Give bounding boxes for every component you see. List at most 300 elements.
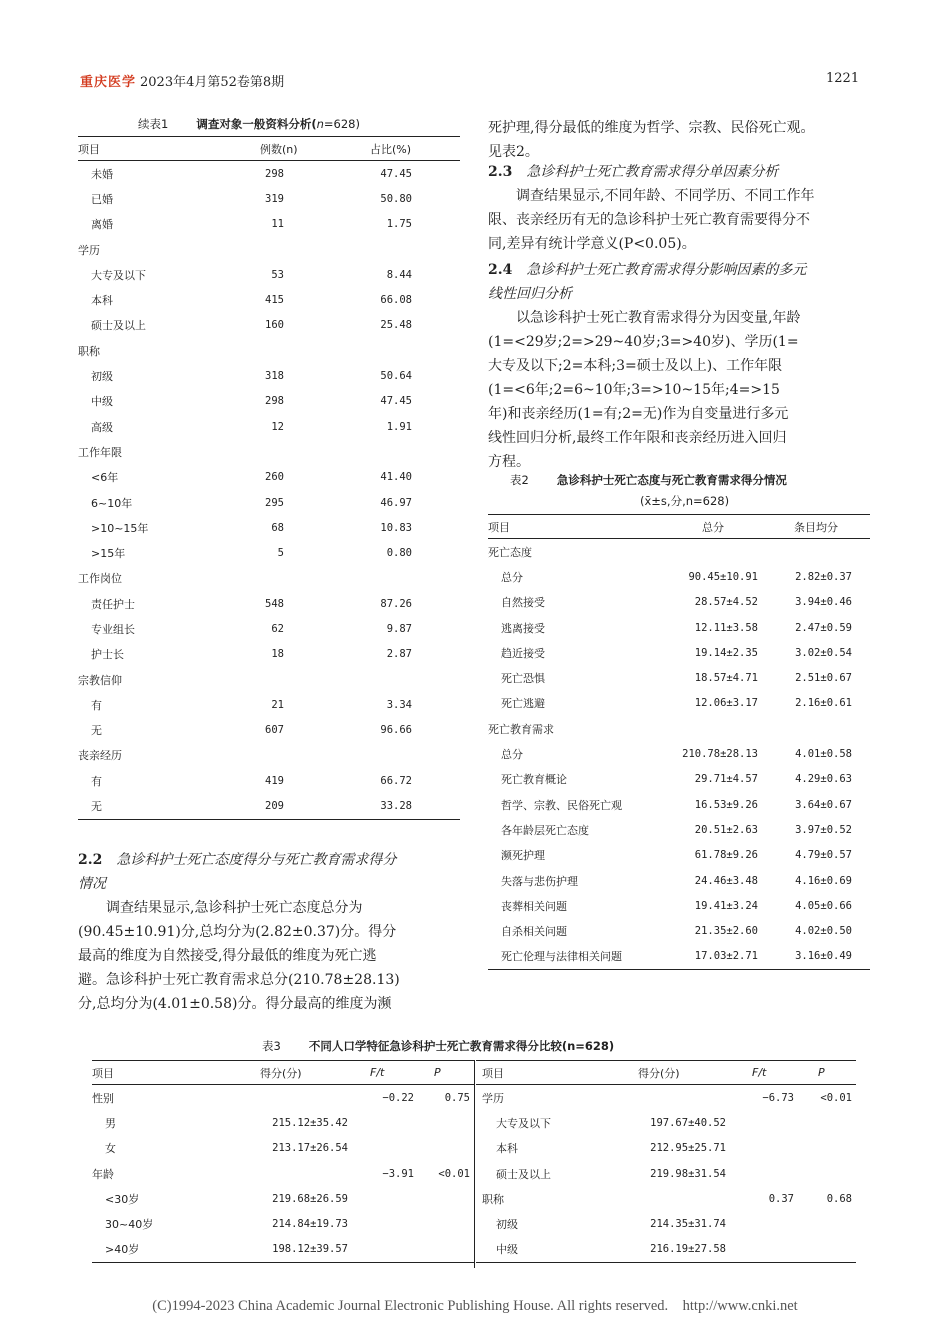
table1-count: 318 bbox=[265, 370, 284, 383]
table1-item: 已婚 bbox=[91, 192, 113, 206]
table1-item: 中级 bbox=[91, 395, 113, 409]
table2-total bbox=[660, 539, 770, 565]
section-2-4-line: 年)和丧亲经历(1=有;2=无)作为自变量进行多元 bbox=[488, 406, 789, 422]
table2-total: 12.06±3.17 bbox=[694, 697, 758, 710]
section-2-2-line: 调查结果显示,急诊科护士死亡态度总分为 bbox=[106, 900, 363, 916]
table2-item: 死亡伦理与法律相关问题 bbox=[488, 944, 660, 970]
table2-mean: 4.79±0.57 bbox=[795, 849, 852, 862]
table1-pct bbox=[370, 338, 460, 363]
table3-left-score: 219.68±26.59 bbox=[272, 1192, 348, 1205]
section-2-2-paragraph bbox=[78, 896, 462, 1016]
table2-mean: 2.51±0.67 bbox=[795, 672, 852, 685]
table2-total: 90.45±10.91 bbox=[688, 570, 758, 583]
table2-total: 29.71±4.57 bbox=[694, 773, 758, 786]
table1-n-val: =628) bbox=[323, 117, 360, 131]
table3-right-item: 中级 bbox=[476, 1237, 612, 1263]
table1-row bbox=[78, 212, 460, 237]
table3-right-item: 学历 bbox=[482, 1091, 504, 1105]
table1-row bbox=[78, 465, 460, 490]
table1-row bbox=[78, 414, 460, 439]
table3-right-ft bbox=[730, 1110, 804, 1135]
table2-row bbox=[488, 615, 870, 640]
table3-left-row bbox=[92, 1211, 474, 1236]
table3-left-ft bbox=[352, 1237, 424, 1263]
section-2-3-line: 限、丧亲经历有无的急诊科护士死亡教育需要得分不 bbox=[488, 212, 810, 228]
table3-right-score: 216.19±27.58 bbox=[612, 1237, 730, 1263]
table3-left-score bbox=[240, 1085, 352, 1111]
table3-left-item: 女 bbox=[105, 1142, 116, 1156]
table2-mean: 2.47±0.59 bbox=[795, 621, 852, 634]
table1-item: 无 bbox=[78, 793, 260, 819]
table3-left-item: 男 bbox=[105, 1116, 116, 1130]
page-number: 1221 bbox=[826, 71, 860, 86]
table3-right bbox=[476, 1060, 856, 1263]
table1-count: 415 bbox=[265, 294, 284, 307]
section-2-3-paragraph bbox=[488, 184, 872, 256]
table3-left-score bbox=[240, 1161, 352, 1186]
table1-item: 职称 bbox=[78, 344, 100, 358]
table3-left-ft bbox=[352, 1136, 424, 1161]
table1 bbox=[78, 136, 460, 820]
table3-right-ft bbox=[730, 1237, 804, 1263]
table1-count: 160 bbox=[265, 319, 284, 332]
table1-row bbox=[78, 186, 460, 211]
table1-count: 295 bbox=[265, 496, 284, 509]
table3-caption bbox=[262, 1038, 614, 1054]
table2-row bbox=[488, 792, 870, 817]
table2 bbox=[488, 514, 870, 970]
table1-row bbox=[78, 515, 460, 540]
table3-right-score: 219.98±31.54 bbox=[650, 1167, 726, 1180]
table2-mean: 3.16±0.49 bbox=[770, 944, 870, 970]
table1-count: 260 bbox=[265, 471, 284, 484]
section-2-4-line: (1=<6年;2=6~10年;3=>10~15年;4=>15 bbox=[488, 382, 780, 398]
table3-right-row bbox=[476, 1110, 856, 1135]
table3-left-item: 性别 bbox=[92, 1091, 114, 1105]
table3-label: 表3 bbox=[262, 1039, 281, 1053]
continued-line: 死护理,得分最低的维度为哲学、宗教、民俗死亡观。 bbox=[488, 120, 815, 136]
table3-left-row bbox=[92, 1136, 474, 1161]
table3-left-col-p: P bbox=[424, 1061, 474, 1085]
table1-item: 高级 bbox=[91, 420, 113, 434]
table2-row bbox=[488, 640, 870, 665]
table1-title: 调查对象一般资料分析( bbox=[196, 117, 317, 131]
table2-row bbox=[488, 741, 870, 766]
table1-item: 未婚 bbox=[91, 167, 113, 181]
table3-left-score: 215.12±35.42 bbox=[272, 1116, 348, 1129]
table3-left-p: <0.01 bbox=[438, 1167, 470, 1180]
table1-pct: 25.48 bbox=[380, 319, 412, 332]
table2-item: 哲学、宗教、民俗死亡观 bbox=[501, 798, 622, 812]
table2-mean: 2.16±0.61 bbox=[795, 697, 852, 710]
table3-left-score: 213.17±26.54 bbox=[272, 1142, 348, 1155]
table1-count: 419 bbox=[265, 774, 284, 787]
table2-mean: 3.94±0.46 bbox=[795, 596, 852, 609]
table2-subtitle: (x̄±s,分,n=628) bbox=[640, 494, 730, 508]
table2-mean bbox=[770, 539, 870, 565]
table1-row bbox=[78, 237, 460, 262]
table3-left-item: 30~40岁 bbox=[105, 1218, 154, 1232]
table1-item: >10~15年 bbox=[91, 521, 149, 535]
table1-count bbox=[260, 439, 370, 464]
table2-row bbox=[488, 918, 870, 943]
table2-item: 死亡恐惧 bbox=[501, 672, 545, 686]
table1-item: 离婚 bbox=[91, 218, 113, 232]
table3-right-col-item: 项目 bbox=[476, 1061, 612, 1085]
table3-right-ft: −6.73 bbox=[762, 1091, 794, 1104]
table2-mean bbox=[770, 716, 870, 741]
table1-item: 丧亲经历 bbox=[78, 749, 122, 763]
table3-left-score: 198.12±39.57 bbox=[240, 1237, 352, 1263]
table3-left-row bbox=[92, 1110, 474, 1135]
copyright-text: (C)1994-2023 China Academic Journal Electronic Publishing House. All rights reserved. bbox=[152, 1298, 669, 1314]
table3-left-p bbox=[424, 1136, 474, 1161]
table2-item: 丧葬相关问题 bbox=[501, 899, 567, 913]
table1-count: 5 bbox=[277, 547, 284, 560]
table2-row bbox=[488, 817, 870, 842]
section-2-2-line: 避。急诊科护士死亡教育需求总分(210.78±28.13) bbox=[78, 972, 400, 988]
table1-col-pct: 占比(%) bbox=[370, 137, 460, 161]
table3-left-p bbox=[424, 1110, 474, 1135]
table1-row bbox=[78, 490, 460, 515]
table1-count: 298 bbox=[265, 395, 284, 408]
journal-name: 重庆医学 bbox=[80, 75, 137, 90]
table1-count: 53 bbox=[271, 268, 284, 281]
table1-row bbox=[78, 591, 460, 616]
table2-total: 12.11±3.58 bbox=[694, 621, 758, 634]
table1-item: 有 bbox=[91, 774, 102, 788]
section-2-2-heading bbox=[78, 848, 462, 896]
table1-row bbox=[78, 718, 460, 743]
table2-item: 逃离接受 bbox=[501, 621, 545, 635]
section-2-4-line: 以急诊科护士死亡教育需求得分为因变量,年龄 bbox=[516, 310, 801, 326]
table1-row bbox=[78, 540, 460, 565]
table2-mean: 4.02±0.50 bbox=[795, 925, 852, 938]
table3-left-score: 214.84±19.73 bbox=[272, 1218, 348, 1231]
table3-right-row bbox=[476, 1085, 856, 1111]
table3-right-p bbox=[804, 1211, 856, 1236]
table1-count: 11 bbox=[271, 218, 284, 231]
table2-row bbox=[488, 767, 870, 792]
table2-mean: 4.16±0.69 bbox=[795, 874, 852, 887]
table3-left-col-score: 得分(分) bbox=[240, 1061, 352, 1085]
table3-left-col-ft: F/t bbox=[352, 1061, 424, 1085]
table1-count bbox=[260, 566, 370, 591]
table2-item: 死亡态度 bbox=[488, 545, 532, 559]
table1-count: 298 bbox=[265, 167, 284, 180]
table1-pct bbox=[370, 439, 460, 464]
table2-total: 19.14±2.35 bbox=[694, 646, 758, 659]
table3-left-item: 年龄 bbox=[92, 1167, 114, 1181]
section-2-4-number: 2.4 bbox=[488, 262, 513, 278]
table3-right-p: <0.01 bbox=[820, 1091, 852, 1104]
table3-right-item: 职称 bbox=[482, 1192, 504, 1206]
table1-pct: 50.80 bbox=[380, 192, 412, 205]
table1-count: 548 bbox=[265, 597, 284, 610]
table1-row bbox=[78, 287, 460, 312]
table1-row bbox=[78, 616, 460, 641]
table1-pct: 47.45 bbox=[380, 167, 412, 180]
table3-right-item: 本科 bbox=[496, 1142, 518, 1156]
table2-item: 总分 bbox=[501, 748, 523, 762]
table1-pct: 46.97 bbox=[380, 496, 412, 509]
table3-left-row bbox=[92, 1085, 474, 1111]
table2-row bbox=[488, 665, 870, 690]
table2-col-total: 总分 bbox=[660, 515, 770, 539]
table3-right-p bbox=[804, 1237, 856, 1263]
table3-right-row bbox=[476, 1237, 856, 1263]
table3-right-score bbox=[612, 1085, 730, 1111]
table2-item: 总分 bbox=[501, 570, 523, 584]
section-2-2-number: 2.2 bbox=[78, 852, 103, 868]
table3-left-col-item: 项目 bbox=[92, 1061, 240, 1085]
table2-total: 16.53±9.26 bbox=[694, 798, 758, 811]
table1-label: 续表1 bbox=[138, 117, 169, 131]
table1-item: >15年 bbox=[91, 547, 126, 561]
table1-count: 62 bbox=[271, 622, 284, 635]
table2-total: 210.78±28.13 bbox=[682, 748, 758, 761]
table2-total: 24.46±3.48 bbox=[694, 874, 758, 887]
table3-right-score bbox=[612, 1186, 730, 1211]
table3-title: 不同人口学特征急诊科护士死亡教育需求得分比较(n=628) bbox=[308, 1039, 615, 1053]
table1-item: 硕士及以上 bbox=[91, 319, 146, 333]
table2-mean: 4.29±0.63 bbox=[795, 773, 852, 786]
table3-right-p bbox=[804, 1136, 856, 1161]
table2-total: 18.57±4.71 bbox=[694, 672, 758, 685]
table3-right-p bbox=[804, 1161, 856, 1186]
section-2-3-line: 调查结果显示,不同年龄、不同学历、不同工作年 bbox=[516, 188, 815, 204]
table2-mean: 4.05±0.66 bbox=[795, 899, 852, 912]
table3-left-item: >40岁 bbox=[92, 1237, 240, 1263]
table2-total: 17.03±2.71 bbox=[660, 944, 770, 970]
table1-pct bbox=[370, 566, 460, 591]
table2-item: 各年龄层死亡态度 bbox=[501, 823, 589, 837]
table1-item: 大专及以下 bbox=[91, 268, 146, 282]
table2-item: 自然接受 bbox=[501, 596, 545, 610]
table2-row bbox=[488, 716, 870, 741]
table1-pct bbox=[370, 743, 460, 768]
table2-row bbox=[488, 944, 870, 970]
table1-pct: 2.87 bbox=[386, 648, 412, 661]
table3-left-row bbox=[92, 1186, 474, 1211]
table1-count bbox=[260, 237, 370, 262]
table2-mean: 4.01±0.58 bbox=[795, 748, 852, 761]
table2-item: 死亡逃避 bbox=[501, 697, 545, 711]
table1-row bbox=[78, 642, 460, 667]
section-2-2-line: 最高的维度为自然接受,得分最低的维度为死亡逃 bbox=[78, 948, 377, 964]
section-2-3-number: 2.3 bbox=[488, 164, 513, 180]
table3-right-col-p: P bbox=[804, 1061, 856, 1085]
cnki-url[interactable]: http://www.cnki.net bbox=[682, 1298, 798, 1314]
table1-item: 学历 bbox=[78, 243, 100, 257]
table1-pct: 96.66 bbox=[380, 724, 412, 737]
table1-row bbox=[78, 667, 460, 692]
table3-right-ft bbox=[730, 1136, 804, 1161]
table3-left-p bbox=[424, 1237, 474, 1263]
table2-title: 急诊科护士死亡态度与死亡教育需求得分情况 bbox=[556, 473, 787, 487]
table3-left-ft: −0.22 bbox=[382, 1091, 414, 1104]
table1-pct: 1.91 bbox=[386, 420, 412, 433]
table2-mean: 3.02±0.54 bbox=[795, 646, 852, 659]
table1-pct: 3.34 bbox=[386, 698, 412, 711]
table2-caption bbox=[510, 472, 787, 488]
table2-total: 28.57±4.52 bbox=[694, 596, 758, 609]
table2-mean: 2.82±0.37 bbox=[795, 570, 852, 583]
table3-left-p bbox=[424, 1186, 474, 1211]
table2-item: 死亡教育概论 bbox=[501, 773, 567, 787]
table3-left-p bbox=[424, 1211, 474, 1236]
table1-count bbox=[260, 743, 370, 768]
table1-item: 有 bbox=[91, 698, 102, 712]
table1-pct: 10.83 bbox=[380, 521, 412, 534]
table1-pct: 66.72 bbox=[380, 774, 412, 787]
table1-row bbox=[78, 692, 460, 717]
section-2-2-line: (90.45±10.91)分,总均分为(2.82±0.37)分。得分 bbox=[78, 924, 397, 940]
table3-right-score: 214.35±31.74 bbox=[650, 1218, 726, 1231]
section-2-2-title-line1: 急诊科护士死亡态度得分与死亡教育需求得分 bbox=[116, 852, 397, 868]
table1-row bbox=[78, 768, 460, 793]
section-2-4-line: (1=<29岁;2=>29~40岁;3=>40岁)、学历(1= bbox=[488, 334, 799, 350]
table1-row bbox=[78, 363, 460, 388]
table3-right-score: 212.95±25.71 bbox=[650, 1142, 726, 1155]
section-2-2-title-line2: 情况 bbox=[78, 876, 106, 892]
table1-item: 初级 bbox=[91, 370, 113, 384]
table1-count: 68 bbox=[271, 521, 284, 534]
table1-pct: 87.26 bbox=[380, 597, 412, 610]
table1-pct bbox=[370, 237, 460, 262]
table3-right-row bbox=[476, 1186, 856, 1211]
table3-left-item: <30岁 bbox=[105, 1192, 140, 1206]
table1-item: 工作岗位 bbox=[78, 572, 122, 586]
table3-left-ft: −3.91 bbox=[382, 1167, 414, 1180]
table2-item: 失落与悲伤护理 bbox=[501, 874, 578, 888]
table1-row bbox=[78, 338, 460, 363]
table1-row bbox=[78, 389, 460, 414]
table1-count: 607 bbox=[265, 724, 284, 737]
table3-right-item: 硕士及以上 bbox=[496, 1167, 551, 1181]
table1-item: 专业组长 bbox=[91, 622, 135, 636]
table2-total: 21.35±2.60 bbox=[694, 925, 758, 938]
table1-pct: 1.75 bbox=[386, 218, 412, 231]
table2-total: 19.41±3.24 bbox=[694, 899, 758, 912]
table1-item: 宗教信仰 bbox=[78, 673, 122, 687]
table1-pct bbox=[370, 667, 460, 692]
table1-pct: 66.08 bbox=[380, 294, 412, 307]
section-2-4-line: 方程。 bbox=[488, 454, 530, 470]
table1-count: 209 bbox=[260, 793, 370, 819]
section-2-4-paragraph bbox=[488, 306, 872, 474]
table1-row bbox=[78, 439, 460, 464]
table2-item: 濒死护理 bbox=[501, 849, 545, 863]
table1-col-item: 项目 bbox=[78, 137, 260, 161]
section-2-4-title-line2: 线性回归分析 bbox=[488, 286, 572, 302]
table2-item: 自杀相关问题 bbox=[501, 925, 567, 939]
table3-right-score: 197.67±40.52 bbox=[650, 1116, 726, 1129]
section-2-4-line: 大专及以下;2=本科;3=硕士及以上)、工作年限 bbox=[488, 358, 783, 374]
table2-total: 61.78±9.26 bbox=[694, 849, 758, 862]
table2-row bbox=[488, 691, 870, 716]
table1-item: 护士长 bbox=[91, 648, 124, 662]
table1-count: 18 bbox=[271, 648, 284, 661]
table3-left-row bbox=[92, 1237, 474, 1263]
table3-right-row bbox=[476, 1161, 856, 1186]
table3-left-ft bbox=[352, 1186, 424, 1211]
table1-item: 6~10年 bbox=[91, 496, 133, 510]
table2-col-mean: 条目均分 bbox=[770, 515, 870, 539]
section-2-4-line: 线性回归分析,最终工作年限和丧亲经历进入回归 bbox=[488, 430, 787, 446]
table3-right-item: 大专及以下 bbox=[496, 1116, 551, 1130]
table1-row bbox=[78, 793, 460, 819]
table1-caption bbox=[138, 116, 360, 132]
table2-item: 死亡教育需求 bbox=[488, 722, 554, 736]
table2-label: 表2 bbox=[510, 473, 529, 487]
section-2-4-title-line1: 急诊科护士死亡教育需求得分影响因素的多元 bbox=[526, 262, 807, 278]
table1-pct: 9.87 bbox=[386, 622, 412, 635]
table3-left-ft bbox=[352, 1211, 424, 1236]
table1-pct: 8.44 bbox=[386, 268, 412, 281]
table1-row bbox=[78, 313, 460, 338]
table1-count: 21 bbox=[271, 698, 284, 711]
table2-mean: 3.97±0.52 bbox=[795, 823, 852, 836]
section-2-3-line: 同,差异有统计学意义(P<0.05)。 bbox=[488, 236, 696, 252]
table3-left-row bbox=[92, 1161, 474, 1186]
table2-row bbox=[488, 868, 870, 893]
table3-right-col-score: 得分(分) bbox=[612, 1061, 730, 1085]
table1-row bbox=[78, 566, 460, 591]
table1-item: 责任护士 bbox=[91, 597, 135, 611]
table3-right-ft: 0.37 bbox=[768, 1192, 794, 1205]
table1-count: 12 bbox=[271, 420, 284, 433]
table3-right-p bbox=[804, 1110, 856, 1135]
table1-count bbox=[260, 667, 370, 692]
table2-row bbox=[488, 893, 870, 918]
table2-mean: 3.64±0.67 bbox=[795, 798, 852, 811]
section-2-3-title: 急诊科护士死亡教育需求得分单因素分析 bbox=[526, 164, 779, 180]
table3-left-p: 0.75 bbox=[444, 1091, 470, 1104]
table2-item: 趋近接受 bbox=[501, 646, 545, 660]
table1-row bbox=[78, 161, 460, 187]
section-2-2-line: 分,总均分为(4.01±0.58)分。得分最高的维度为濒 bbox=[78, 996, 392, 1012]
continued-paragraph bbox=[488, 116, 872, 164]
table1-pct: 0.80 bbox=[386, 547, 412, 560]
table2-row bbox=[488, 564, 870, 589]
table1-count: 319 bbox=[265, 192, 284, 205]
table3-right-row bbox=[476, 1136, 856, 1161]
table1-row bbox=[78, 743, 460, 768]
table1-item: 本科 bbox=[91, 294, 113, 308]
table1-n-var: n bbox=[316, 117, 324, 131]
table3-right-ft bbox=[730, 1211, 804, 1236]
section-2-4-heading bbox=[488, 258, 872, 306]
table3-right-ft bbox=[730, 1161, 804, 1186]
table2-row bbox=[488, 843, 870, 868]
table1-item: 无 bbox=[91, 724, 102, 738]
issue-info: 2023年4月第52卷第8期 bbox=[140, 75, 285, 90]
table1-item: 工作年限 bbox=[78, 445, 122, 459]
table3-right-item: 初级 bbox=[496, 1218, 518, 1232]
table1-row bbox=[78, 262, 460, 287]
table1-pct: 50.64 bbox=[380, 370, 412, 383]
section-2-3-heading bbox=[488, 160, 872, 184]
table2-total bbox=[660, 716, 770, 741]
table2-col-item: 项目 bbox=[488, 515, 660, 539]
table1-count bbox=[260, 338, 370, 363]
continued-line: 见表2。 bbox=[488, 144, 539, 160]
table1-pct: 33.28 bbox=[370, 793, 460, 819]
table3-right-row bbox=[476, 1211, 856, 1236]
table1-item: <6年 bbox=[91, 471, 119, 485]
table2-row bbox=[488, 590, 870, 615]
